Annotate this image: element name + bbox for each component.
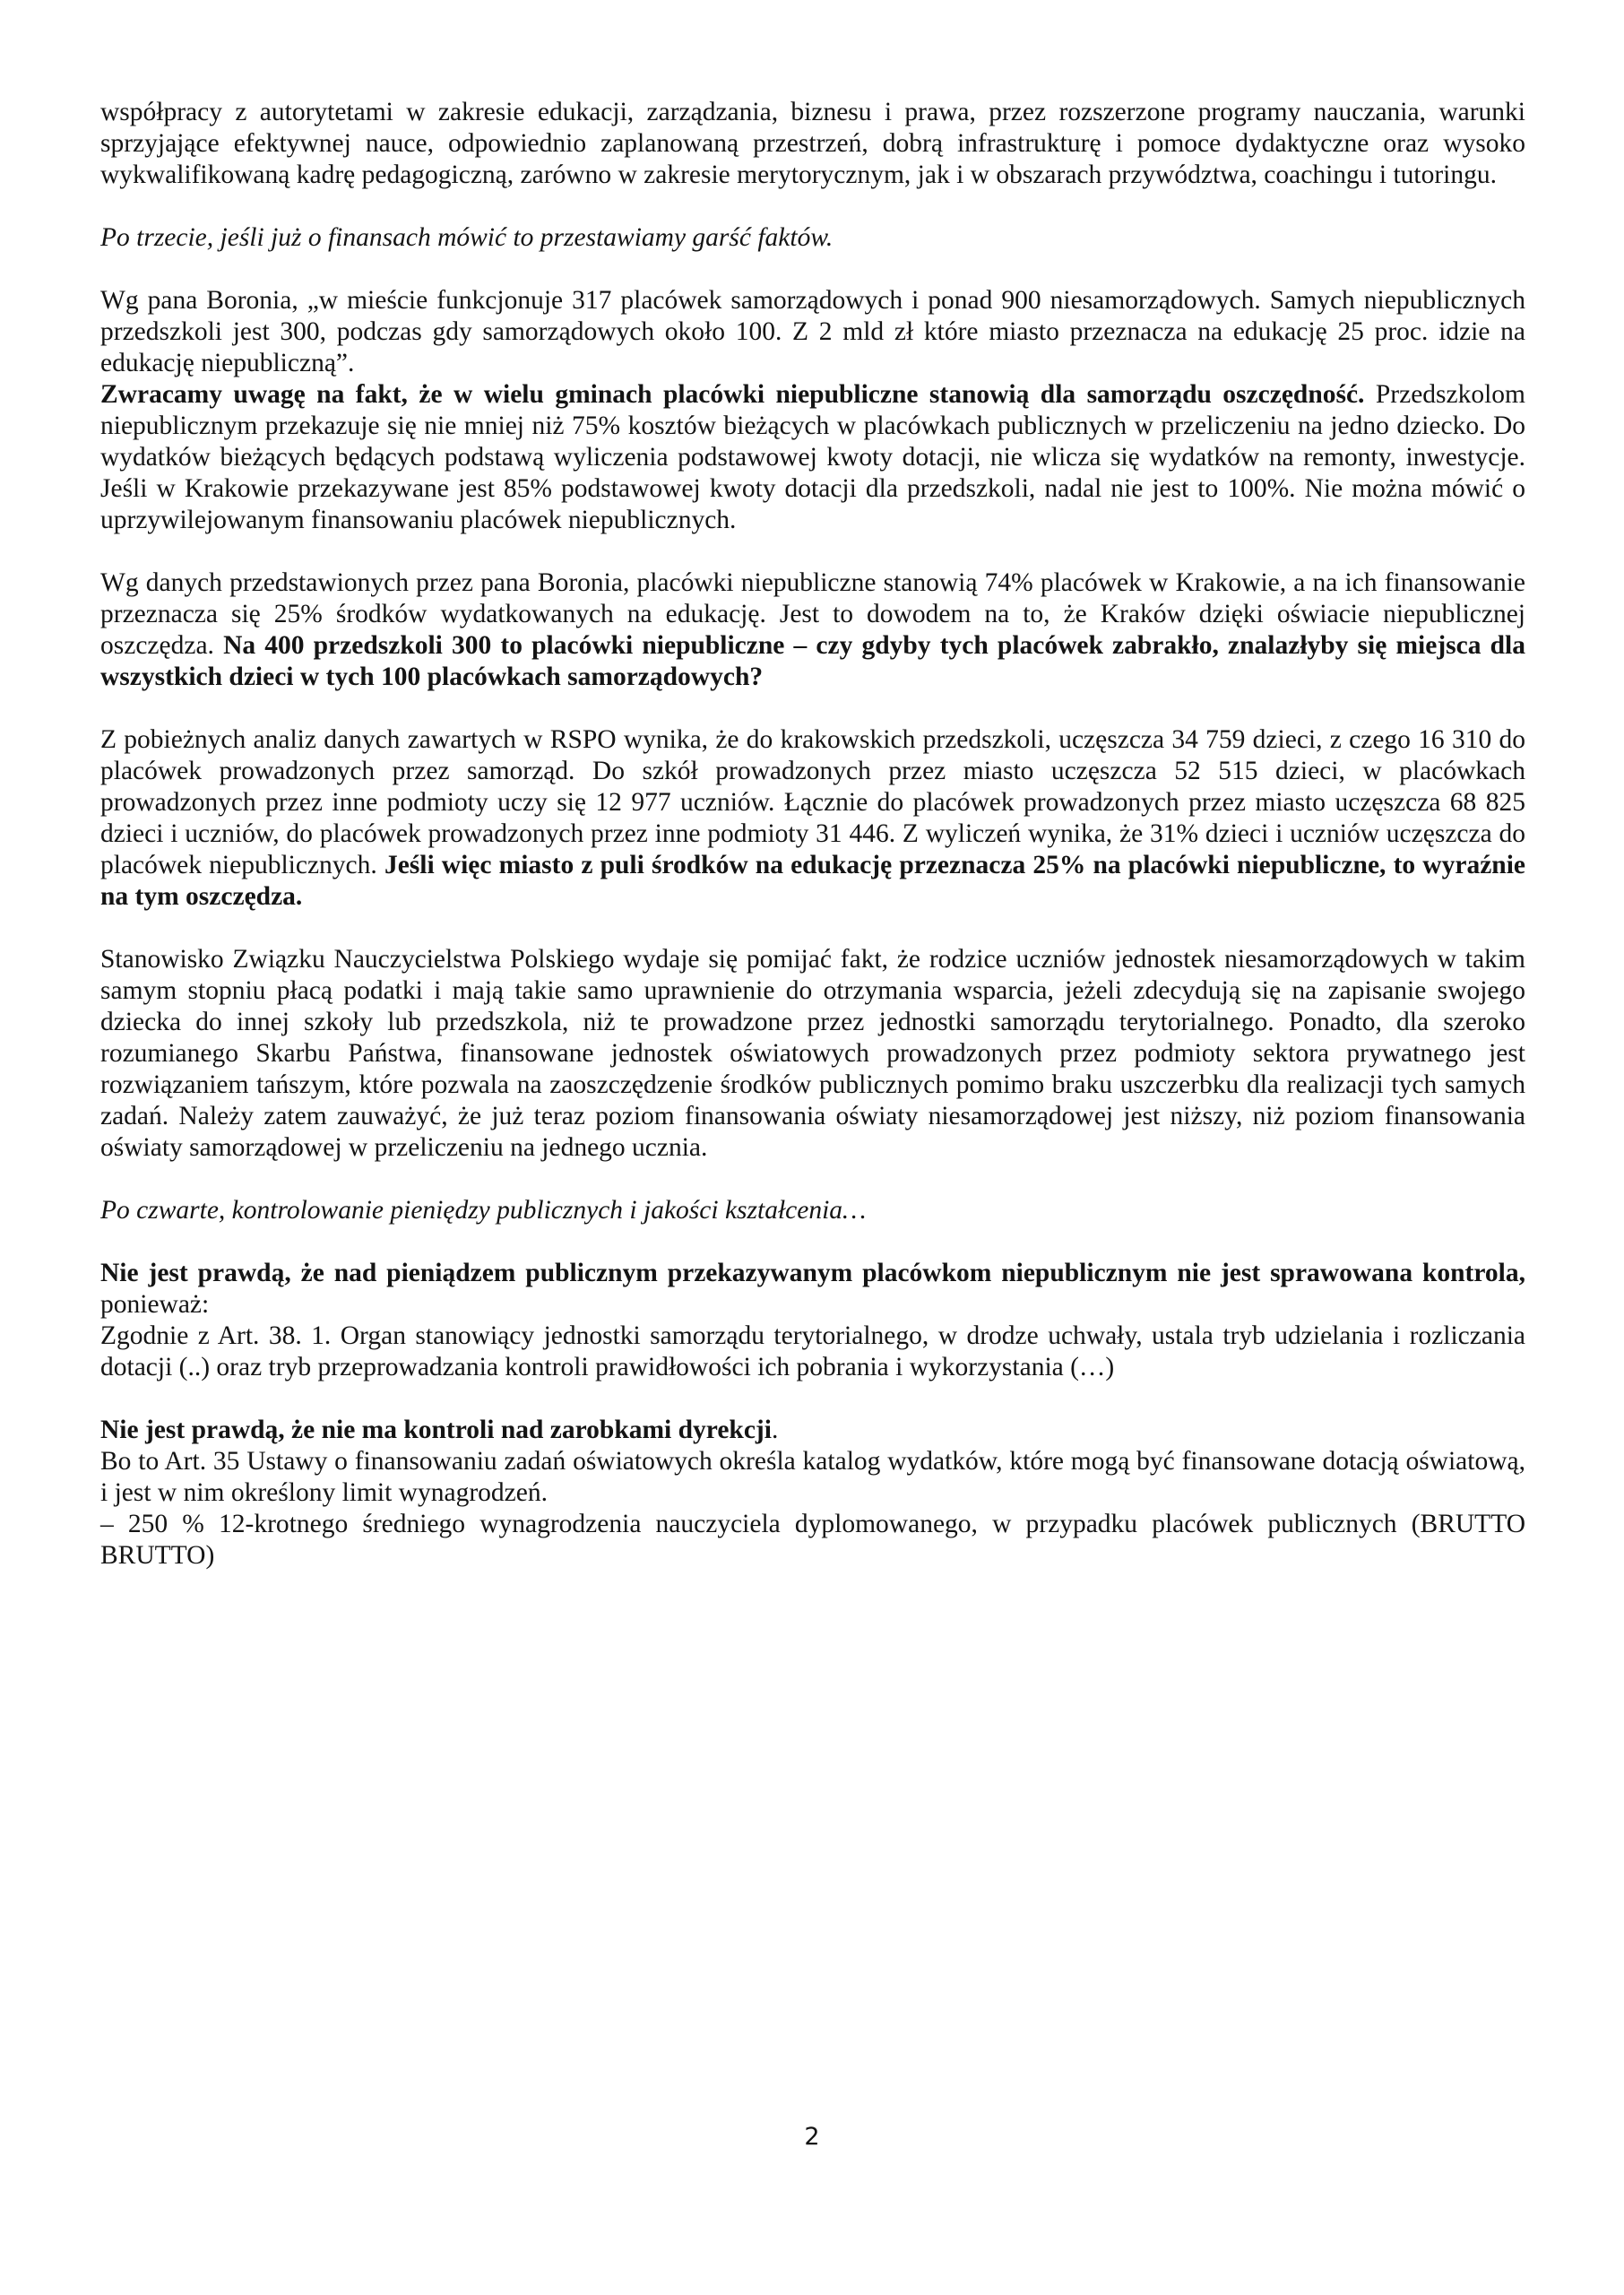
text-segment: Po czwarte, kontrolowanie pieniędzy publicznych i jakości kształcenia… xyxy=(100,1196,867,1225)
paragraph-salary-limit xyxy=(100,1509,1525,1572)
bold-text-segment: Na 400 przedszkoli 300 to placówki niepubliczne – czy gdyby tych placówek zabrakło, znalazłyby się miejsca dla wszystkich dzieci w tych 100 placówkach samorządowych? xyxy=(100,631,1525,691)
text-segment: ponieważ: xyxy=(100,1290,210,1319)
bold-text-segment: Jeśli więc miasto z puli środków na edukację przeznacza 25% na placówki niepubliczne, to wyraźnie na tym oszczędza. xyxy=(100,851,1525,911)
section-heading-fourth-point xyxy=(100,1195,1525,1226)
paragraph-art-35 xyxy=(100,1446,1525,1509)
section-heading-third-point xyxy=(100,222,1525,254)
text-segment: . xyxy=(771,1416,779,1444)
text-segment: Przedszkolom niepublicznym przekazuje się nie mniej niż 75% kosztów bieżących w placówkach publicznych w przeliczeniu na jedno dziecko. Do wydatków bieżących będących podstawą wyliczenia podstawowej kwoty dotacji, nie wlicza się wydatków na remonty, inwestycje. Jeśli w Krakowie przekazywane jest 85% podstawowej kwoty dotacji dla przedszkoli, nadal nie jest to 100%. Nie można mówić o uprzywilejowanym finansowaniu placówek niepublicznych. xyxy=(100,380,1526,534)
paragraph-znp-position xyxy=(100,944,1525,1164)
text-segment: Wg pana Boronia, „w mieście funkcjonuje 317 placówek samorządowych i ponad 900 niesamorządowych. Samych niepublicznych przedszkoli jest 300, podczas gdy samorządowych około 100. Z 2 mld zł które miasto przeznacza na edukację 25 proc. idzie na edukację niepubliczną”. xyxy=(100,286,1525,377)
text-segment: współpracy z autorytetami w zakresie edukacji, zarządzania, biznesu i prawa, przez rozszerzone programy nauczania, warunki sprzyjające efektywnej nauce, odpowiednio zaplanowaną przestrzeń, dobrą infrastrukturę i pomoce dydaktyczne oraz wysoko wykwalifikowaną kadrę pedagogiczną, zarówno w zakresie merytorycznym, jak i w obszarach przywództwa, coachingu i tutoringu. xyxy=(100,98,1525,189)
text-segment: Bo to Art. 35 Ustawy o finansowaniu zadań oświatowych określa katalog wydatków, które mogą być finansowane dotacją oświatową, i jest w nim określony limit wynagrodzeń. xyxy=(100,1447,1525,1507)
text-segment: Stanowisko Związku Nauczycielstwa Polskiego wydaje się pomijać fakt, że rodzice uczniów jednostek niesamorządowych w takim samym stopniu płacą podatki i mają takie samo uprawnienie do otrzymania wsparcia, jeżeli zdecydują się na zapisanie swojego dziecka do innej szkoły lub przedszkola, niż te prowadzone przez jednostki samorządu terytorialnego. Ponadto, dla szeroko rozumianego Skarbu Państwa, finansowane jednostek oświatowych prowadzonych przez podmioty sektora prywatnego jest rozwiązaniem tańszym, które pozwala na zaoszczędzenie środków publicznych pomimo braku uszczerbku dla realizacji tych samych zadań. Należy zatem zauważyć, że już teraz poziom finansowania oświaty niesamorządowej jest niższy, niż poziom finansowania oświaty samorządowej w przeliczeniu na jednego ucznia. xyxy=(100,945,1525,1162)
paragraph-rspo-analysis xyxy=(100,724,1525,913)
paragraph-art-38 xyxy=(100,1321,1525,1383)
page-number: 2 xyxy=(804,2123,820,2151)
text-segment: Z pobieżnych analiz danych zawartych w RSPO wynika, że do krakowskich przedszkoli, uczęszcza 34 759 dzieci, z czego 16 310 do placówek prowadzonych przez samorząd. Do szkół prowadzonych przez miasto uczęszcza 52 515 dzieci, w placówkach prowadzonych przez inne podmioty uczy się 12 977 uczniów. Łącznie do placówek prowadzonych przez miasto uczęszcza 68 825 dzieci i uczniów, do placówek prowadzonych przez inne podmioty 31 446. Z wyliczeń wynika, że 31% dzieci i uczniów uczęszcza do placówek niepublicznych. xyxy=(100,725,1525,879)
bold-text-segment: Nie jest prawdą, że nad pieniądzem publicznym przekazywanym placówkom niepublicznym nie jest sprawowana kontrola, xyxy=(100,1259,1525,1287)
paragraph-boron-quote xyxy=(100,285,1525,536)
text-segment: Zgodnie z Art. 38. 1. Organ stanowiący jednostki samorządu terytorialnego, w drodze uchwały, ustala tryb udzielania i rozliczania dotacji (..) oraz tryb przeprowadzania kontroli prawidłowości ich pobrania i wykorzystania (…) xyxy=(100,1321,1525,1381)
paragraph-cooperation xyxy=(100,97,1525,191)
text-segment: Po trzecie, jeśli już o finansach mówić to przestawiamy garść faktów. xyxy=(100,223,834,252)
paragraph-control-claim xyxy=(100,1258,1525,1321)
bold-text-segment: Nie jest prawdą, że nie ma kontroli nad zarobkami dyrekcji xyxy=(100,1416,772,1444)
document-page xyxy=(100,97,1525,1572)
text-segment: – 250 % 12-krotnego średniego wynagrodzenia nauczyciela dyplomowanego, w przypadku placówek publicznych (BRUTTO BRUTTO) xyxy=(100,1510,1525,1570)
text-segment: Wg danych przedstawionych przez pana Boronia, placówki niepubliczne stanowią 74% placówek w Krakowie, a na ich finansowanie przeznacza się 25% środków wydatkowanych na edukację. Jest to dowodem na to, że Kraków dzięki oświacie niepublicznej oszczędza. xyxy=(100,568,1525,660)
paragraph-boron-data xyxy=(100,567,1525,693)
paragraph-salary-claim xyxy=(100,1415,1525,1446)
bold-text-segment: Zwracamy uwagę na fakt, że w wielu gminach placówki niepubliczne stanowią dla samorządu oszczędność. xyxy=(100,380,1365,409)
